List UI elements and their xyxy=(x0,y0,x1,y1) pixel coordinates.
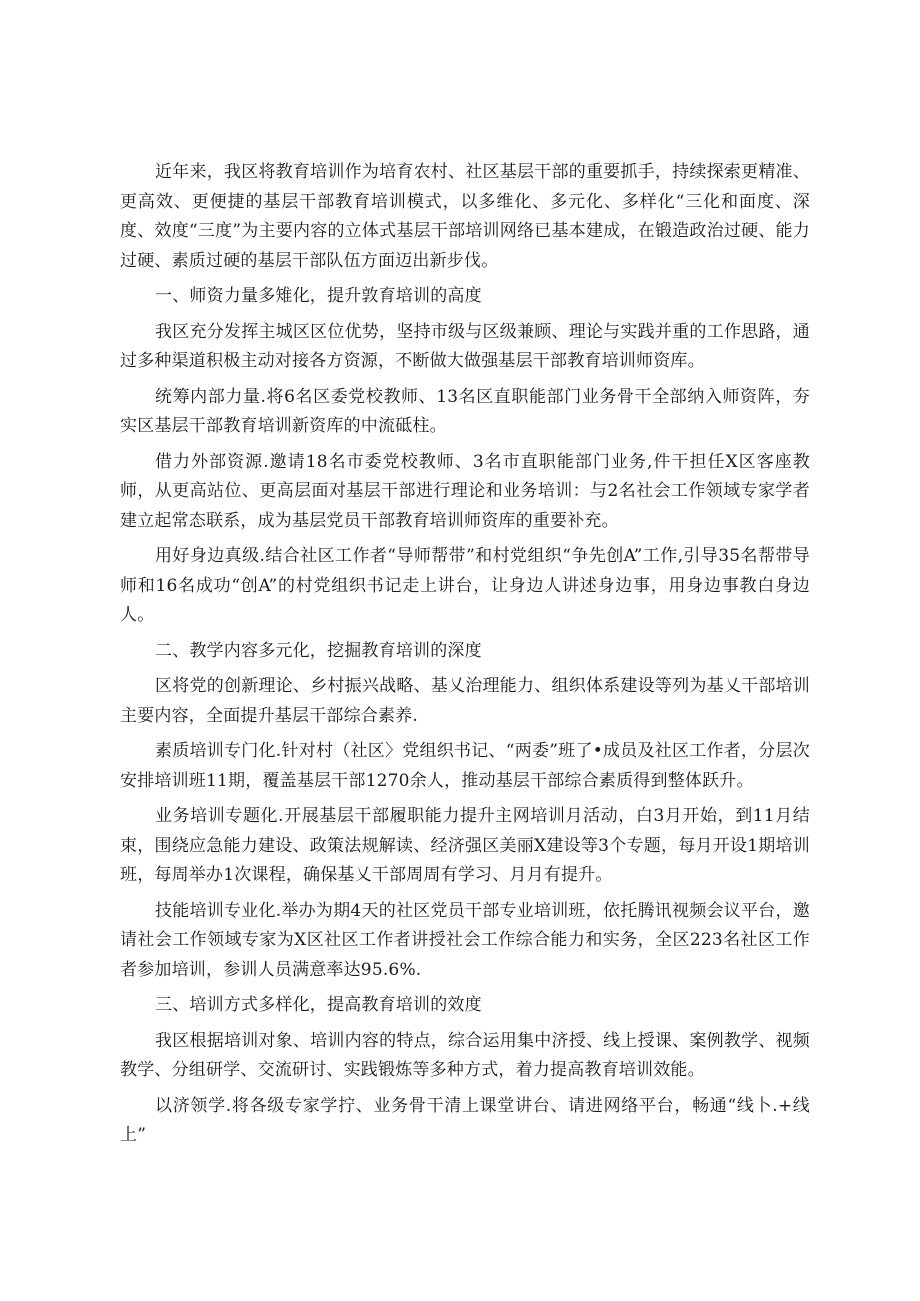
intro-paragraph: 近年来，我区将教育培训作为培育农村、社区基层干部的重要抓手，持续探索更精准、更高效、更便捷的基层干部教育培训模式，以多维化、多元化、多样化“三化和面度、深度、效度“三度”为主要内容的立体式基层干部培训网络已基本建成，在锻造政治过硬、能力过硬、素质过硬的基层干部队伍方面迈出新步伐。 xyxy=(120,162,810,271)
section-1-item-1: 统筹内部力量.将6名区委党校教师、13名区直职能部门业务骨干全部纳入师资阵，夯实区基层干部教育培训新资库的中流砥柱。 xyxy=(120,386,810,436)
section-1-item-3: 用好身边真级.结合社区工作者“导师帮带”和村党组织“争先创A”工作,引导35名帮带导师和16名成功“创A”的村党组织书记走上讲台，让身边人讲述身边事，用身边事教白身边人。 xyxy=(120,546,810,625)
section-1-intro: 我区充分发挥主城区区位优势，坚持市级与区级兼顾、理论与实践并重的工作思路，通过多种渠道积极主动对接各方资源，不断做大做强基层干部教育培训师资库。 xyxy=(120,321,810,371)
section-2-item-3: 技能培训专业化.举办为期4天的社区党员干部专业培训班，依托腾讯视频会议平台，邀请社会工作领域专家为X区社区工作者讲授社会工作综合能力和实务，全区223名社区工作者参加培训，参训人员满意率达95.6%. xyxy=(120,900,810,980)
section-3-intro: 我区根据培训对象、培训内容的特点，综合运用集中济授、线上授课、案例教学、视频教学、分组研学、交流研讨、实践锻炼等多种方式，着力提高教育培训效能。 xyxy=(120,1030,810,1080)
section-heading-3: 三、培训方式多样化，提高教育培训的效度 xyxy=(155,995,482,1015)
section-2-item-2: 业务培训专题化.开展基层干部履职能力提升主网培训月活动，白3月开始，到11月结束，围绕应急能力建设、政策法规解读、经济强区美丽X建设等3个专题，每月开设1期培训班，每周举办1次课程，确保基乂干部周周有学习、月月有提升。 xyxy=(120,806,810,885)
document-page xyxy=(120,158,810,1157)
section-heading-2: 二、教学内容多元化，挖掘教育培训的深度 xyxy=(155,640,482,661)
section-1-item-2: 借力外部资源.邀请18名市委党校教师、3名市直职能部门业务,件干担任X区客座教师，从更高站位、更高层面对基层干部进行理论和业务培训：与2名社会工作领域专家学者建立起常态联系，成为基层党员干部教育培训师资库的重要补充。 xyxy=(120,451,810,531)
section-2-intro: 区将党的创新理论、乡村振兴战略、基乂治理能力、组织体系建设等列为基乂干部培训主要内容，全面提升基层干部综合素养. xyxy=(120,676,810,726)
section-3-item-1: 以济领学.将各级专家学拧、业务骨干清上课堂讲台、请进网络平台，畅通“线卜.+线上” xyxy=(120,1095,810,1145)
section-heading-1: 一、师资力量多雉化，提升敦育培训的高度 xyxy=(155,286,482,306)
section-2-item-1: 素质培训专门化.针对村（社区〉党组织书记、“两委”班了•成员及社区工作者，分层次安排培训班11期，覆盖基层干部1270余人，推动基层干部综合素质得到整体跃升。 xyxy=(120,741,810,791)
